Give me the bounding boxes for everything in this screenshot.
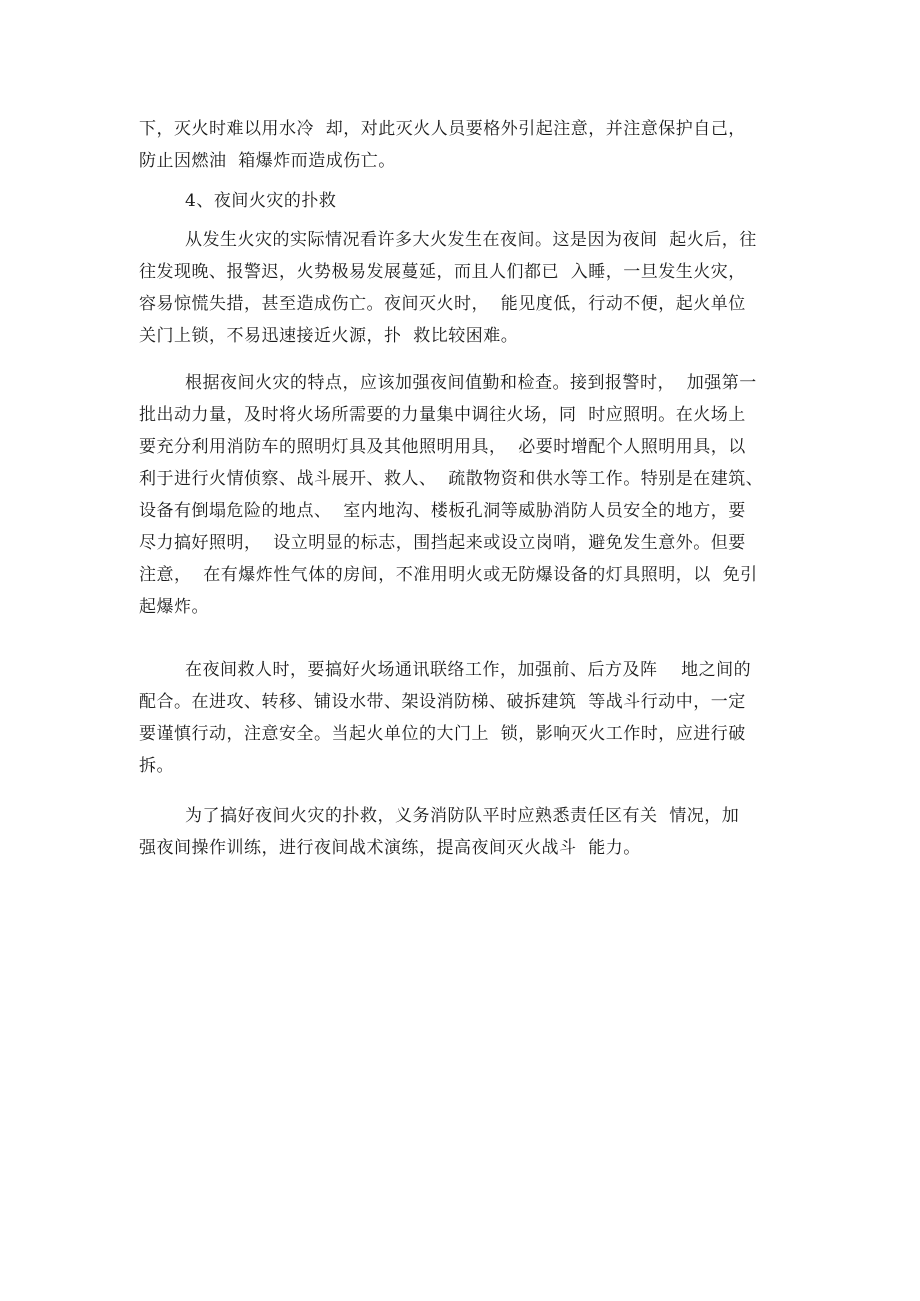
- paragraph-continuation: [139, 113, 789, 177]
- paragraph-line: 在夜间救人时，要搞好火场通讯联络工作，加强前、后方及阵 地之间的: [185, 660, 752, 680]
- section-heading-text: 4、夜间火灾的扑救: [185, 191, 337, 211]
- paragraph-line: 要充分利用消防车的照明灯具及其他照明用具， 必要时增配个人照明用具，以: [139, 437, 746, 457]
- paragraph-line: 要谨慎行动，注意安全。当起火单位的大门上 锁，影响灭火工作时，应进行破: [139, 724, 746, 744]
- paragraph-line: 拆。: [139, 756, 174, 776]
- section-heading: [139, 185, 789, 217]
- paragraph-line: 注意， 在有爆炸性气体的房间，不准用明火或无防爆设备的灯具照明，以 免引: [139, 565, 758, 585]
- paragraph-line: 防止因燃油 箱爆炸而造成伤亡。: [139, 151, 396, 171]
- paragraph-4: [139, 800, 789, 864]
- paragraph-1: [139, 224, 789, 352]
- paragraph-line: 往发现晚、报警迟，火势极易发展蔓延，而且人们都已 入睡，一旦发生火灾，: [139, 262, 746, 282]
- paragraph-line: 利于进行火情侦察、战斗展开、救人、 疏散物资和供水等工作。特别是在建筑、: [139, 469, 764, 489]
- paragraph-line: 批出动力量，及时将火场所需要的力量集中调往火场，同 时应照明。在火场上: [139, 405, 746, 425]
- paragraph-2: [139, 367, 789, 623]
- paragraph-line: 容易惊慌失措，甚至造成伤亡。夜间灭火时， 能见度低，行动不便，起火单位: [139, 294, 746, 314]
- paragraph-line: 根据夜间火灾的特点，应该加强夜间值勤和检查。接到报警时， 加强第一: [185, 373, 757, 393]
- paragraph-line: 尽力搞好照明， 设立明显的标志，围挡起来或设立岗哨，避免发生意外。但要: [139, 533, 746, 553]
- paragraph-line: 强夜间操作训练，进行夜间战术演练，提高夜间灭火战斗 能力。: [139, 838, 641, 858]
- paragraph-line: 下，灭火时难以用水冷 却，对此灭火人员要格外引起注意，并注意保护自己，: [139, 119, 746, 139]
- paragraph-line: 配合。在进攻、转移、铺设水带、架设消防梯、破拆建筑 等战斗行动中，一定: [139, 692, 746, 712]
- paragraph-line: 为了搞好夜间火灾的扑救，义务消防队平时应熟悉责任区有关 情况，加: [185, 806, 740, 826]
- paragraph-line: 起爆炸。: [139, 597, 209, 617]
- paragraph-line: 关门上锁，不易迅速接近火源，扑 救比较困难。: [139, 326, 519, 346]
- paragraph-3: [139, 654, 789, 782]
- paragraph-line: 设备有倒塌危险的地点、 室内地沟、楼板孔洞等威胁消防人员安全的地方，要: [139, 501, 746, 521]
- paragraph-line: 从发生火灾的实际情况看许多大火发生在夜间。这是因为夜间 起火后，往: [185, 230, 757, 250]
